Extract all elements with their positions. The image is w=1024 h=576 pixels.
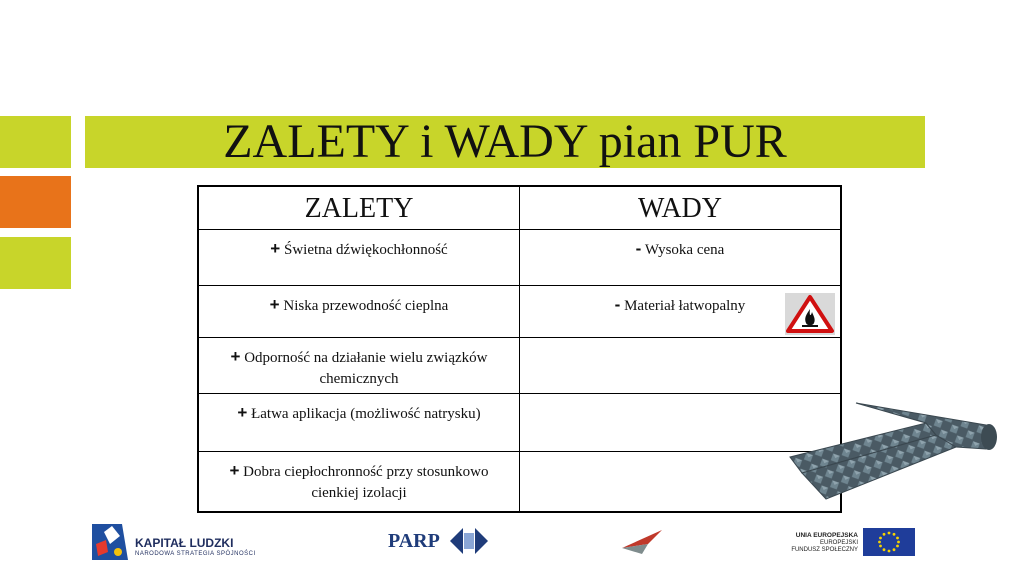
- decor-block-lime-bottom: [0, 237, 71, 289]
- flammable-warning-icon: [785, 293, 835, 335]
- plus-sign: +: [269, 295, 280, 315]
- table-row: [198, 338, 841, 394]
- eu-flag-icon: [863, 528, 915, 556]
- pro-text: Dobra ciepłochronność przy stosunkowo cienkiej izolacji: [243, 464, 489, 502]
- header-zalety: ZALETY: [198, 186, 520, 230]
- plus-sign: +: [270, 239, 281, 259]
- parp-logo-label: PARP: [388, 530, 440, 552]
- pros-cons-table: [197, 185, 842, 513]
- table-header-row: [198, 186, 841, 230]
- pro-cell: [198, 338, 520, 394]
- con-text: Materiał łatwopalny: [624, 298, 746, 315]
- pro-cell: [198, 286, 520, 338]
- acoustic-foam-image: [786, 395, 1001, 515]
- innovation-program-logo-icon: [618, 528, 666, 556]
- eu-line-1: UNIA EUROPEJSKA: [795, 532, 858, 539]
- plus-sign: +: [230, 347, 241, 367]
- pro-text: Odporność na działanie wielu związków chemicznych: [244, 350, 488, 388]
- kapital-ludzki-subtitle: NARODOWA STRATEGIA SPÓJNOŚCI: [135, 551, 256, 557]
- plus-sign: +: [229, 461, 240, 481]
- kapital-ludzki-label: KAPITAŁ LUDZKI: [135, 536, 234, 550]
- minus-sign: -: [635, 239, 642, 259]
- con-cell: [520, 230, 842, 286]
- header-wady: WADY: [520, 186, 842, 230]
- decor-block-lime-top: [0, 116, 71, 168]
- pro-text: Świetna dźwiękochłonność: [283, 242, 448, 259]
- kapital-ludzki-logo-icon: [90, 522, 130, 562]
- pro-text: Łatwa aplikacja (możliwość natrysku): [251, 406, 481, 423]
- minus-sign: -: [614, 295, 621, 315]
- eu-social-fund-label: [780, 532, 858, 554]
- parp-logo-icon: [450, 528, 488, 554]
- pro-cell: [198, 230, 520, 286]
- plus-sign: +: [237, 403, 248, 423]
- pro-cell: [198, 452, 520, 512]
- eu-line-3: FUNDUSZ SPOŁECZNY: [791, 547, 858, 553]
- pro-text: Niska przewodność cieplna: [283, 298, 449, 315]
- con-text: Wysoka cena: [644, 242, 725, 259]
- table-row: [198, 286, 841, 338]
- pro-cell: [198, 394, 520, 452]
- slide-title: ZALETY i WADY pian PUR: [223, 115, 787, 168]
- decor-block-orange: [0, 176, 71, 228]
- table-row: [198, 452, 841, 512]
- table-row: [198, 394, 841, 452]
- table-row: [198, 230, 841, 286]
- eu-line-2: EUROPEJSKI: [819, 540, 858, 546]
- con-cell: [520, 338, 842, 394]
